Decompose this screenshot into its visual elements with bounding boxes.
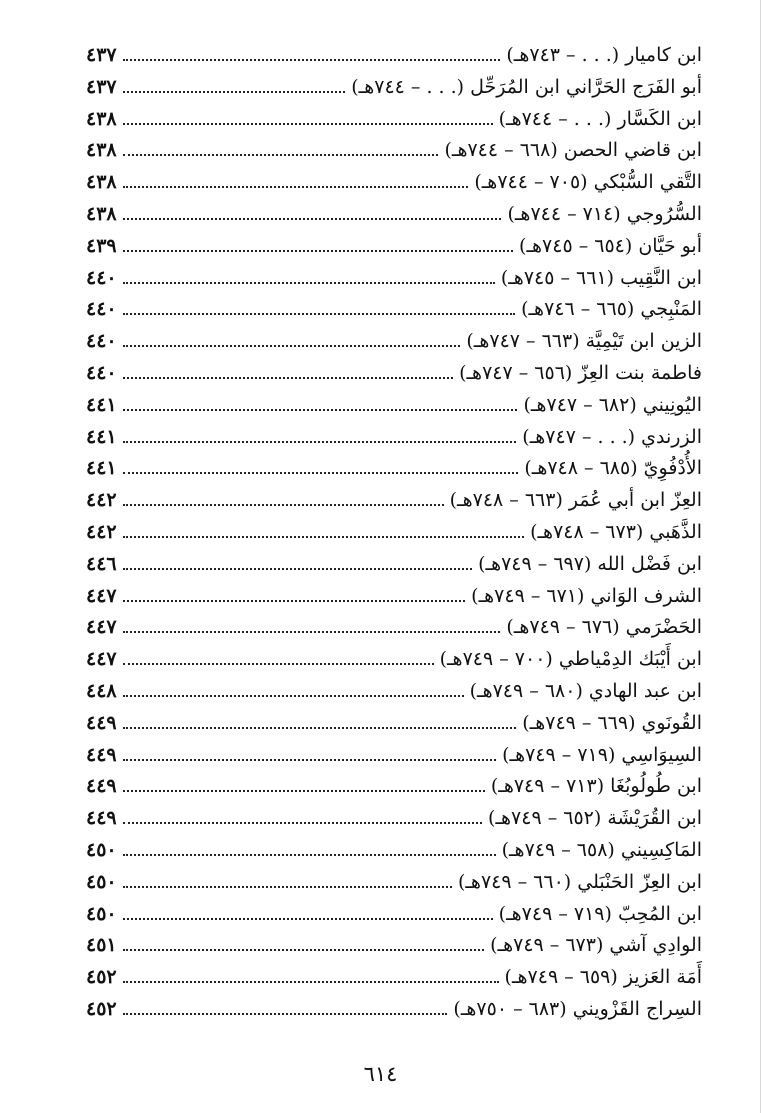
entry-title: الحَضْرَمي (٦٧٦ – ٧٤٩هـ) <box>506 616 702 639</box>
dot-leader <box>123 282 495 284</box>
toc-entry <box>86 358 702 390</box>
dot-leader <box>123 918 493 920</box>
entry-title: المَاكِسِيني (٦٥٨ – ٧٤٩هـ) <box>501 838 702 861</box>
page-number-footer: ٦١٤ <box>363 1062 398 1086</box>
entry-title: ابن المُحِبّ (٧١٩ – ٧٤٩هـ) <box>498 902 702 925</box>
entry-page-number: ٤٤٩ <box>86 775 117 798</box>
dot-leader <box>123 345 461 347</box>
toc-entry <box>86 708 702 740</box>
toc-entry <box>86 231 702 263</box>
entry-page-number: ٤٣٨ <box>86 139 117 162</box>
dot-leader <box>123 663 434 665</box>
toc-entry <box>86 40 702 72</box>
dot-leader <box>123 1013 448 1015</box>
entry-page-number: ٤٥٢ <box>86 997 117 1020</box>
entry-title: اليُونِيني (٦٨٢ – ٧٤٧هـ) <box>523 393 702 416</box>
entry-page-number: ٤٤٦ <box>86 552 117 575</box>
entry-page-number: ٤٥٢ <box>86 966 117 989</box>
dot-leader <box>123 759 496 761</box>
toc-entry <box>86 803 702 835</box>
entry-page-number: ٤٣٨ <box>86 107 117 130</box>
entry-title: ابن العِزّ الحَنْبَلي (٦٦٠ – ٧٤٩هـ) <box>457 870 702 893</box>
entry-page-number: ٤٤٠ <box>86 266 117 289</box>
entry-title: المَنْبِجي (٦٦٥ – ٧٤٦هـ) <box>521 298 702 321</box>
entry-title: ابن طُولُوبُغَا (٧١٣ – ٧٤٩هـ) <box>490 775 702 798</box>
dot-leader <box>123 91 346 93</box>
entry-page-number: ٤٤٧ <box>86 616 117 639</box>
entry-page-number: ٤٥٠ <box>86 838 117 861</box>
entry-page-number: ٤٤١ <box>86 393 117 416</box>
entry-title: ابن كاميار (. . . – ٧٤٣هـ) <box>506 44 702 66</box>
dot-leader <box>123 886 452 888</box>
dot-leader <box>123 822 482 824</box>
entry-title: الذَّهَبي (٦٧٣ – ٧٤٨هـ) <box>530 520 702 543</box>
toc-entry <box>86 104 702 136</box>
dot-leader <box>123 123 493 125</box>
entry-page-number: ٤٤٨ <box>86 679 117 702</box>
entry-page-number: ٤٤٢ <box>86 489 117 512</box>
entry-title: ابن النَّقِيب (٦٦١ – ٧٤٥هـ) <box>500 266 702 289</box>
dot-leader <box>123 568 472 570</box>
toc-entry <box>86 422 702 454</box>
entry-page-number: ٤٥١ <box>86 934 117 957</box>
toc-entry <box>86 962 702 994</box>
toc-entry <box>86 263 702 295</box>
toc-entry <box>86 294 702 326</box>
entry-title: العِزّ ابن أبي عُمَر (٦٦٣ – ٧٤٨هـ) <box>449 489 702 512</box>
toc-entry <box>86 612 702 644</box>
entry-title: الشرف الوَاني (٦٧١ – ٧٤٩هـ) <box>471 584 702 607</box>
entry-page-number: ٤٣٧ <box>86 75 117 98</box>
entry-title: ابن فَضْل الله (٦٩٧ – ٧٤٩هـ) <box>478 552 702 575</box>
dot-leader <box>123 504 444 506</box>
toc-entry <box>86 549 702 581</box>
entry-title: ابن أَيْبَك الدِمْياطي (٧٠٠ – ٧٤٩هـ) <box>439 648 702 671</box>
toc-entry <box>86 72 702 104</box>
dot-leader <box>123 631 501 633</box>
entry-page-number: ٤٣٧ <box>86 44 117 66</box>
table-of-contents <box>86 40 702 1026</box>
dot-leader <box>123 854 496 856</box>
entry-page-number: ٤٤١ <box>86 457 117 480</box>
entry-title: السِراج القَزْويني (٦٨٣ – ٧٥٠هـ) <box>453 997 702 1020</box>
toc-entry <box>86 199 702 231</box>
toc-entry <box>86 167 702 199</box>
toc-entry <box>86 867 702 899</box>
toc-entry <box>86 994 702 1026</box>
entry-page-number: ٤٤٩ <box>86 743 117 766</box>
entry-title: الوادِي آشي (٦٧٣ – ٧٤٩هـ) <box>490 934 702 957</box>
entry-title: التَّقي السُّبْكي (٧٠٥ – ٧٤٤هـ) <box>474 171 702 194</box>
entry-page-number: ٤٤٠ <box>86 298 117 321</box>
dot-leader <box>123 949 485 951</box>
dot-leader <box>123 59 501 61</box>
dot-leader <box>123 790 485 792</box>
toc-entry <box>86 390 702 422</box>
entry-title: الزرندي (. . . – ٧٤٧هـ) <box>522 425 702 448</box>
entry-page-number: ٤٤٧ <box>86 648 117 671</box>
dot-leader <box>123 218 502 220</box>
toc-entry <box>86 581 702 613</box>
dot-leader <box>123 154 439 156</box>
dot-leader <box>123 313 515 315</box>
dot-leader <box>123 441 517 443</box>
dot-leader <box>123 472 519 474</box>
dot-leader <box>123 409 518 411</box>
entry-title: ابن القُرَيْشَة (٦٥٢ – ٧٤٩هـ) <box>488 807 702 830</box>
entry-page-number: ٤٣٨ <box>86 202 117 225</box>
toc-entry <box>86 135 702 167</box>
toc-entry <box>86 930 702 962</box>
entry-title: أبو حَيَّان (٦٥٤ – ٧٤٥هـ) <box>519 234 702 257</box>
dot-leader <box>123 186 469 188</box>
toc-entry <box>86 644 702 676</box>
entry-page-number: ٤٤٠ <box>86 361 117 384</box>
entry-page-number: ٤٤٠ <box>86 330 117 353</box>
entry-title: فاطمة بنت العِزّ (٦٥٦ – ٧٤٧هـ) <box>459 361 702 384</box>
toc-entry <box>86 453 702 485</box>
entry-title: أبو الفَرَج الحَرَّاني ابن المُرَحِّل (. . . – ٧٤٤هـ) <box>351 75 702 98</box>
dot-leader <box>123 981 499 983</box>
toc-entry <box>86 485 702 517</box>
entry-page-number: ٤٣٨ <box>86 171 117 194</box>
toc-entry <box>86 899 702 931</box>
dot-leader <box>123 727 517 729</box>
toc-entry <box>86 326 702 358</box>
entry-title: الأُدْفُوِيّ (٦٨٥ – ٧٤٨هـ) <box>524 457 702 480</box>
entry-title: ابن الكَسَّار (. . . – ٧٤٤هـ) <box>498 107 702 130</box>
toc-entry <box>86 517 702 549</box>
entry-page-number: ٤٥٠ <box>86 870 117 893</box>
entry-title: أَمَة العَزيز (٦٥٩ – ٧٤٩هـ) <box>504 966 702 989</box>
entry-page-number: ٤٤٧ <box>86 584 117 607</box>
dot-leader <box>123 250 513 252</box>
entry-title: القُونَوي (٦٦٩ – ٧٤٩هـ) <box>522 711 702 734</box>
entry-title: ابن قاضي الحصن (٦٦٨ – ٧٤٤هـ) <box>444 139 702 162</box>
toc-entry <box>86 740 702 772</box>
dot-leader <box>123 536 524 538</box>
entry-page-number: ٤٣٩ <box>86 234 117 257</box>
entry-title: السُّرُوجي (٧١٤ – ٧٤٤هـ) <box>507 202 702 225</box>
toc-entry <box>86 835 702 867</box>
entry-title: السِيوَاسِي (٧١٩ – ٧٤٩هـ) <box>502 743 702 766</box>
toc-entry <box>86 771 702 803</box>
entry-title: ابن عبد الهادي (٦٨٠ – ٧٤٩هـ) <box>469 679 702 702</box>
entry-page-number: ٤٤٩ <box>86 807 117 830</box>
dot-leader <box>123 377 453 379</box>
entry-page-number: ٤٥٠ <box>86 902 117 925</box>
dot-leader <box>123 695 464 697</box>
dot-leader <box>123 600 466 602</box>
entry-title: الزين ابن تَيْمِيَّة (٦٦٣ – ٧٤٧هـ) <box>466 330 702 353</box>
toc-entry <box>86 676 702 708</box>
entry-page-number: ٤٤٩ <box>86 711 117 734</box>
entry-page-number: ٤٤٢ <box>86 520 117 543</box>
entry-page-number: ٤٤١ <box>86 425 117 448</box>
